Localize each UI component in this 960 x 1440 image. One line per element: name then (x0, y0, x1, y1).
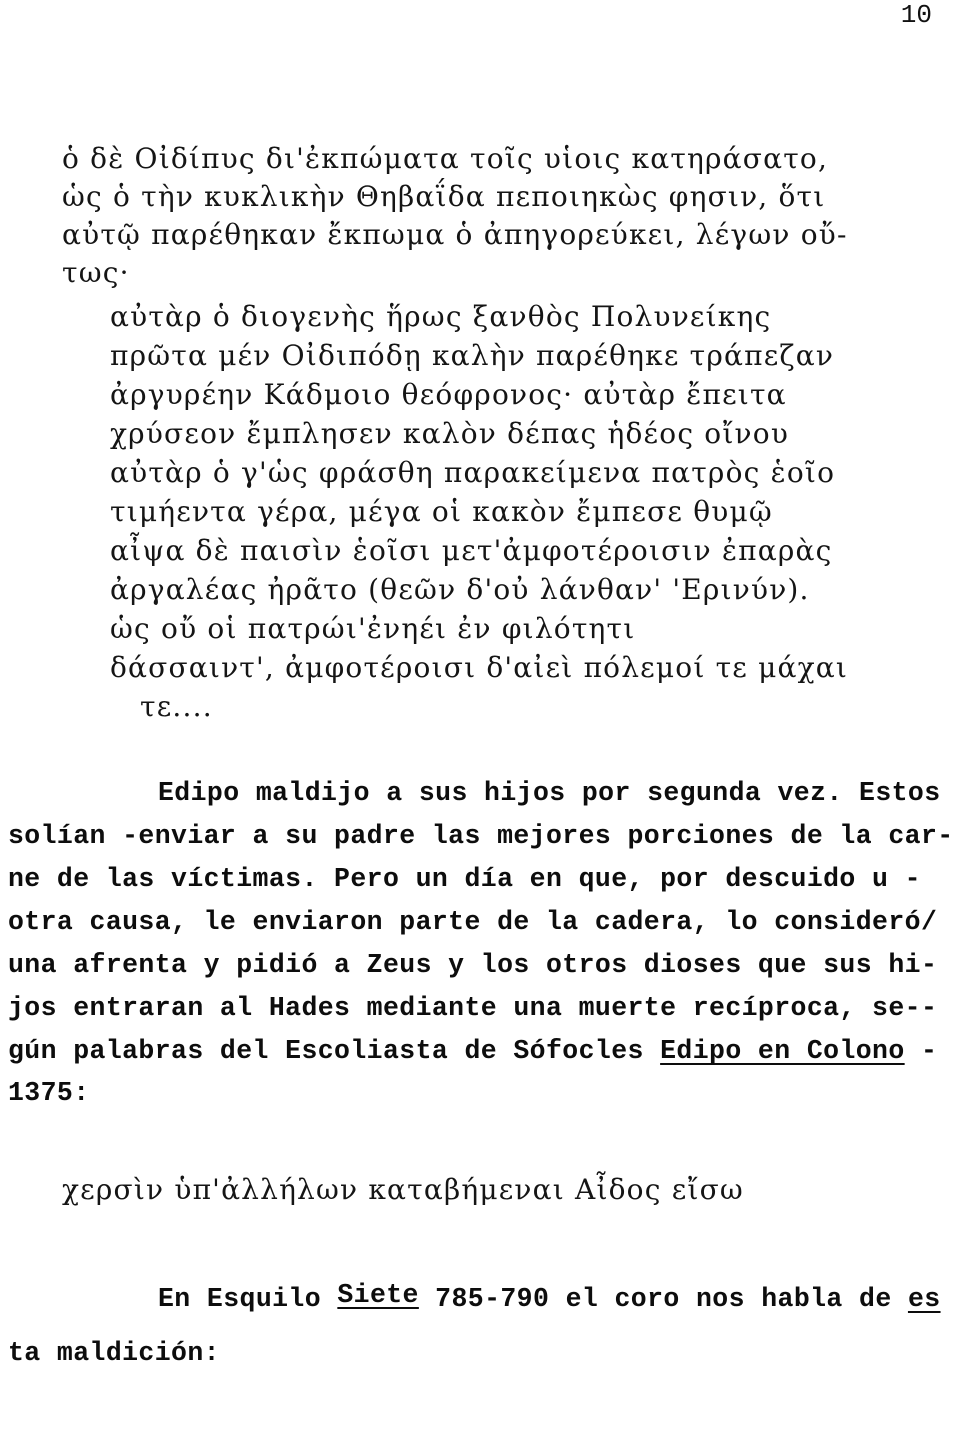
closing-work-title: Siete (337, 1280, 419, 1310)
greek-verse-8: ἀργαλέας ἠρᾶτο (θεῶν δ'οὐ λάνθαν' 'Ερινύν). (110, 573, 810, 606)
closing-line-1 (158, 1280, 941, 1314)
greek-verse-3: ἀργυρέην Κάδμοιο θεόφρονος· αὐτὰρ ἔπειτα (110, 378, 787, 411)
spanish-line-6: jos entraran al Hades mediante una muerte recíproca, se-- (8, 993, 938, 1023)
greek-verse-11: τε.... (140, 690, 213, 723)
greek-verse-5: αὐτὰρ ὁ γ'ὡς φράσθη παρακείμενα πατρὸς ἑοῖο (110, 456, 836, 489)
spanish-line-8: 1375: (8, 1078, 90, 1108)
greek-verse-9: ὡς οὔ οἱ πατρώι'ἐνηέι ἐν φιλότητι (110, 612, 636, 645)
spanish-line-7 (8, 1038, 937, 1065)
greek-verse-2: πρῶτα μέν Οἰδιπόδῃ καλὴν παρέθηκε τράπεζαν (110, 339, 835, 372)
greek-citation-line: χερσὶν ὑπ'ἀλλήλων καταβήμεναι Αἶδος εἴσω (62, 1173, 744, 1206)
spanish-line-5: una afrenta y pidió a Zeus y los otros dioses que sus hi- (8, 950, 938, 980)
spanish-line-4: otra causa, le enviaron parte de la cadera, lo consideró/ (8, 907, 938, 937)
spanish-line-7-text: gún palabras del Escoliasta de Sófocles (8, 1036, 661, 1066)
closing-line-2: ta maldición: (8, 1338, 220, 1368)
greek-verse-4: χρύσεον ἔμπλησεν καλὸν δέπας ἡδέος οἴνου (110, 417, 790, 450)
spanish-line-7-tail: - (904, 1036, 938, 1066)
greek-verse-10: δάσσαιντ', ἀμφοτέροισι δ'αἰεὶ πόλεμοί τε μάχαι (110, 651, 849, 684)
source-title: Edipo en Colono (660, 1036, 905, 1066)
greek-line-1: ὁ δὲ Οἰδίπυς δι'ἐκπώματα τοῖς υἱοις κατηράσατο, (62, 142, 829, 175)
greek-verse-6: τιμήεντα γέρα, μέγα οἱ κακὸν ἔμπεσε θυμῷ (110, 495, 773, 528)
spanish-line-2: solían -enviar a su padre las mejores porciones de la car- (8, 821, 954, 851)
greek-line-4: τως· (62, 256, 130, 289)
closing-split-word: es (907, 1284, 941, 1314)
greek-line-3: αὐτῷ παρέθηκαν ἔκπωμα ὁ ἀπηγορεύκει, λέγων οὔ- (62, 218, 848, 251)
closing-middle: 785-790 el coro nos habla de (418, 1284, 908, 1314)
spanish-line-1: Edipo maldijo a sus hijos por segunda vez. Estos (158, 778, 941, 808)
spanish-line-3: ne de las víctimas. Pero un día en que, por descuido u - (8, 864, 921, 894)
page-number: 10 (900, 0, 932, 30)
greek-line-2: ὡς ὁ τὴν κυκλικὴν Θηβαΐδα πεποιηκὼς φησιν, ὅτι (62, 180, 826, 213)
greek-verse-1: αὐτὰρ ὁ διογενὴς ἥρως ξανθὸς Πολυνείκης (110, 300, 772, 333)
greek-verse-7: αἶψα δὲ παισὶν ἑοῖσι μετ'ἀμφοτέροισιν ἐπαρὰς (110, 534, 833, 567)
closing-prefix: En Esquilo (158, 1284, 338, 1314)
